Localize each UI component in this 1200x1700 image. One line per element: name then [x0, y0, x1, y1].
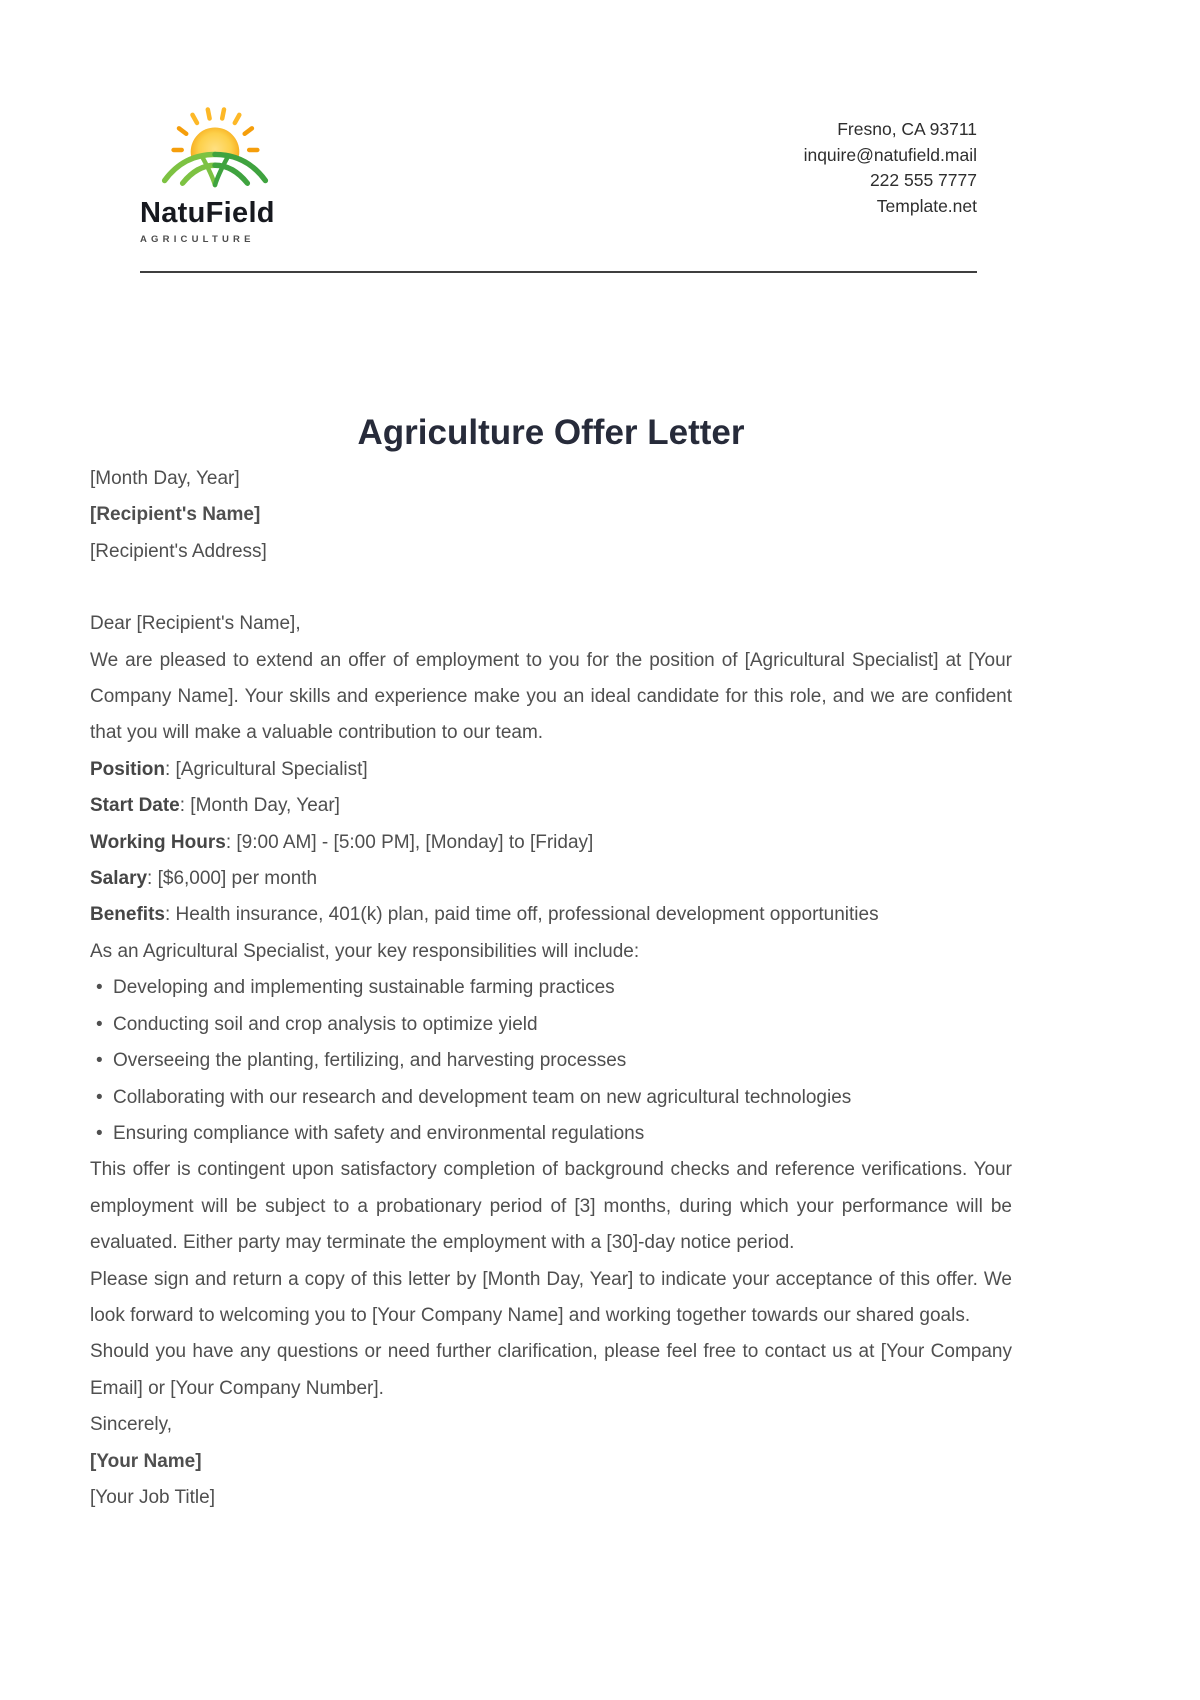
detail-salary-value: : [$6,000] per month	[147, 868, 318, 890]
detail-start-date-label: Start Date	[90, 795, 180, 817]
detail-working-hours-label: Working Hours	[90, 831, 226, 853]
detail-benefits-value: : Health insurance, 401(k) plan, paid time off, professional development opportunities	[164, 904, 879, 926]
detail-salary	[90, 861, 1012, 897]
detail-salary-label: Salary	[90, 868, 148, 890]
brand-logo	[140, 95, 278, 245]
contact-phone: 222 555 7777	[869, 170, 977, 190]
salutation: Dear [Recipient's Name],	[90, 613, 301, 635]
page-title: Agriculture Offer Letter	[357, 413, 745, 452]
list-item: • Collaborating with our research and development team on new agricultural technologies	[90, 1080, 1012, 1116]
signature-name: [Your Name]	[90, 1450, 202, 1472]
contingency-paragraph: This offer is contingent upon satisfactory completion of background checks and reference verifications. Your employment will be subject to a probationary period of [3] months, during which your performance will be evaluated. Either party may terminate the employment with a [30]-day notice period.	[90, 1159, 1012, 1254]
intro-paragraph: We are pleased to extend an offer of employment to you for the position of [Agricultural Specialist] at [Your Company Name]. Your skills and experience make you an ideal candidate for this role, and we are confident that you will make a valuable contribution to our team.	[90, 649, 1012, 744]
letter-body	[90, 411, 1012, 1516]
detail-position	[90, 752, 1012, 788]
detail-working-hours-value: : [9:00 AM] - [5:00 PM], [Monday] to [Friday]	[225, 831, 594, 853]
contact-block	[804, 117, 977, 219]
blank-line	[90, 570, 1012, 606]
sun-field-icon	[152, 95, 278, 195]
brand-subtitle: AGRICULTURE	[140, 234, 255, 245]
header-divider	[140, 271, 977, 273]
detail-start-date	[90, 788, 1012, 824]
detail-position-value: : [Agricultural Specialist]	[164, 758, 368, 780]
responsibilities-intro: As an Agricultural Specialist, your key responsibilities will include:	[90, 940, 640, 962]
contact-email: inquire@natufield.mail	[803, 144, 977, 165]
list-item: • Overseeing the planting, fertilizing, and harvesting processes	[90, 1043, 1012, 1079]
letter-date: [Month Day, Year]	[90, 468, 240, 489]
letterhead	[0, 0, 1200, 245]
list-item: • Ensuring compliance with safety and environmental regulations	[90, 1116, 1012, 1152]
questions-paragraph: Should you have any questions or need further clarification, please feel free to contact us at [Your Company Email] or [Your Company Number].	[90, 1341, 1012, 1399]
brand-name: NatuField	[140, 197, 275, 229]
detail-working-hours	[90, 825, 1012, 861]
contact-website: Template.net	[876, 195, 977, 216]
contact-address: Fresno, CA 93711	[837, 119, 977, 139]
recipient-address: [Recipient's Address]	[90, 540, 267, 562]
responsibilities-list	[90, 970, 1012, 1152]
detail-benefits-label: Benefits	[90, 904, 165, 926]
acceptance-paragraph: Please sign and return a copy of this letter by [Month Day, Year] to indicate your acceptance of this offer. We look forward to welcoming you to [Your Company Name] and working together towards our shared goals.	[90, 1268, 1012, 1326]
detail-position-label: Position	[90, 758, 165, 780]
detail-benefits	[90, 897, 1012, 933]
signature-title: [Your Job Title]	[90, 1486, 215, 1508]
list-item: • Developing and implementing sustainable farming practices	[90, 970, 1012, 1006]
detail-start-date-value: : [Month Day, Year]	[179, 795, 340, 817]
list-item: • Conducting soil and crop analysis to optimize yield	[90, 1007, 1012, 1043]
closing: Sincerely,	[90, 1414, 173, 1436]
recipient-name: [Recipient's Name]	[90, 504, 261, 526]
